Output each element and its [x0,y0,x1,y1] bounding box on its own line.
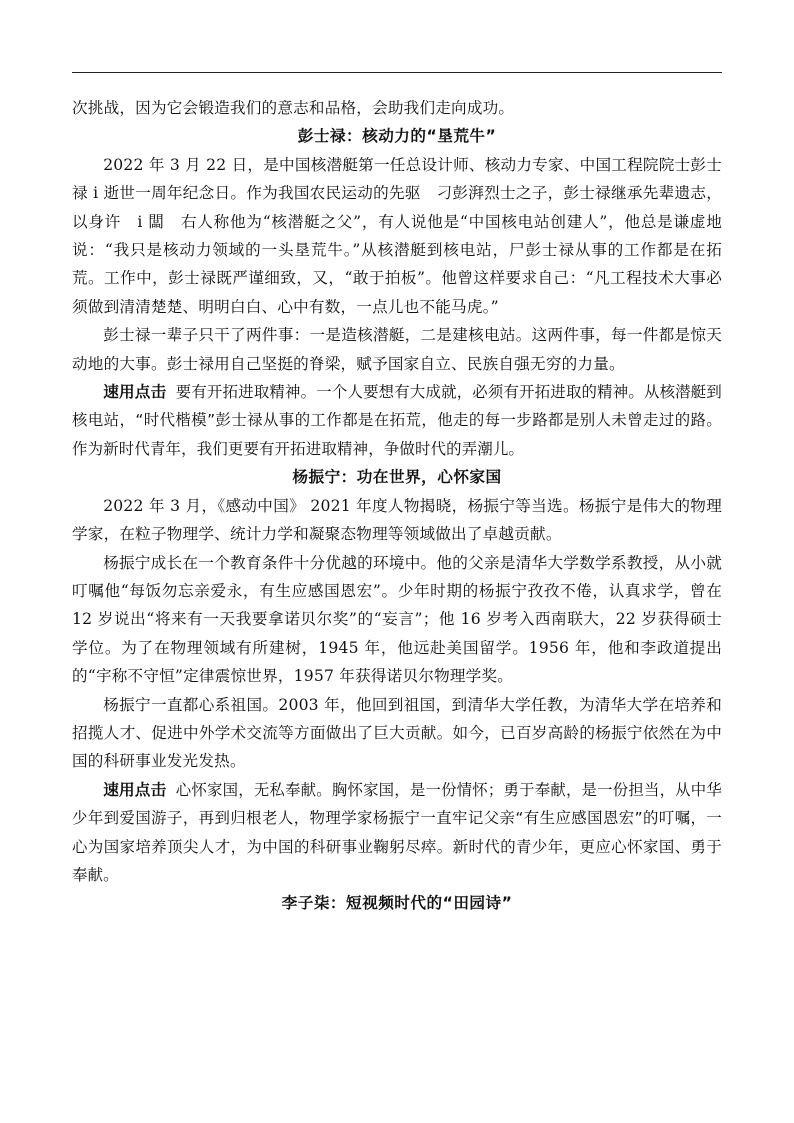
tip-text: 心怀家国，无私奉献。胸怀家国，是一份情怀；勇于奉献，是一份担当，从中华少年到爱国游子，再到归根老人，物理学家杨振宁一直牢记父亲“有生应感国恩宏”的叮嘱，一心为国家培养顶尖人才，为中国的科研事业鞠躬尽瘁。新时代的青少年，更应心怀家国、勇于奉献。 [72,780,722,884]
tip-text: 要有开拓进取精神。一个人要想有大成就，必须有开拓进取的精神。从核潜艇到核电站，“时代楷模”彭士禄从事的工作都是在拓荒，他走的每一步路都是别人未曾走过的路。作为新时代青年，我们更要有开拓进取精神，争做时代的弄潮儿。 [72,383,722,458]
section-title-peng-shilu: 彭士禄：核动力的“垦荒牛” [297,127,497,146]
section-title-li-ziqi: 李子柒：短视频时代的“田园诗” [281,894,513,913]
section-title-yang-zhenning: 杨振宁：功在世界，心怀家国 [292,468,502,487]
paragraph: 彭士禄一辈子只干了两件事：一是造核潜艇，二是建核电站。这两件事，每一件都是惊天动地的大事。彭士禄用自己坚挺的脊梁，赋予国家自立、民族自强无穷的力量。 [72,326,722,373]
header-rule [72,72,722,73]
continuation-text: 次挑战，因为它会锻造我们的意志和品格，会助我们走向成功。 [72,99,515,117]
paragraph: 2022 年 3 月，《感动中国》 2021 年度人物揭晓，杨振宁等当选。杨振宁是伟大的物理学家，在粒子物理学、统计力学和凝聚态物理等领域做出了卓越贡献。 [72,496,722,544]
tip-label: 速用点击 [103,383,167,402]
paragraph: 杨振宁一直都心系祖国。2003 年，他回到祖国，到清华大学任教，为清华大学在培养和招揽人才、促进中外学术交流等方面做出了巨大贡献。如今，已百岁高龄的杨振宁依然在为中国的科研事业发光发热。 [72,695,722,771]
paragraph: 杨振宁成长在一个教育条件十分优越的环境中。他的父亲是清华大学数学系教授，从小就叮嘱他“每饭勿忘亲爱永，有生应感国恩宏”。少年时期的杨振宁孜孜不倦，认真求学，曾在 12 岁说出“将来有一天我要拿诺贝尔奖”的“妄言”；他 16 岁考入西南联大，22 岁获得硕士学位。为了在物理领域有所建树，1945 年，他远赴美国留学。1956 年，他和李政道提出的“宇称不守恒”定律震惊世界，1957 年获得诺贝尔物理学奖。 [72,553,722,686]
tip-label: 速用点击 [103,780,167,799]
tip-paragraph [72,776,722,890]
paragraph: 2022 年 3 月 22 日，是中国核潜艇第一任总设计师、核动力专家、中国工程院院士彭士禄 i 逝世一周年纪念日。作为我国农民运动的先驱 刁彭湃烈士之子，彭士禄继承先辈遗志，以身许 i 闆 右人称他为“核潜艇之父”，有人说他是“中国核电站创建人”，他总是谦虚地说：“我只是核动力领域的一头垦荒牛。”从核潜艇到核电站，尸彭士禄从事的工作都是在拓荒。工作中，彭士禄既严谨细致，又，“敢于拍板”。他曾这样要求自己：“凡工程技术大事必须做到清清楚楚、明明白白、心中有数，一点儿也不能马虎。” [72,155,722,316]
tip-paragraph [72,378,722,463]
document-body [72,94,722,918]
